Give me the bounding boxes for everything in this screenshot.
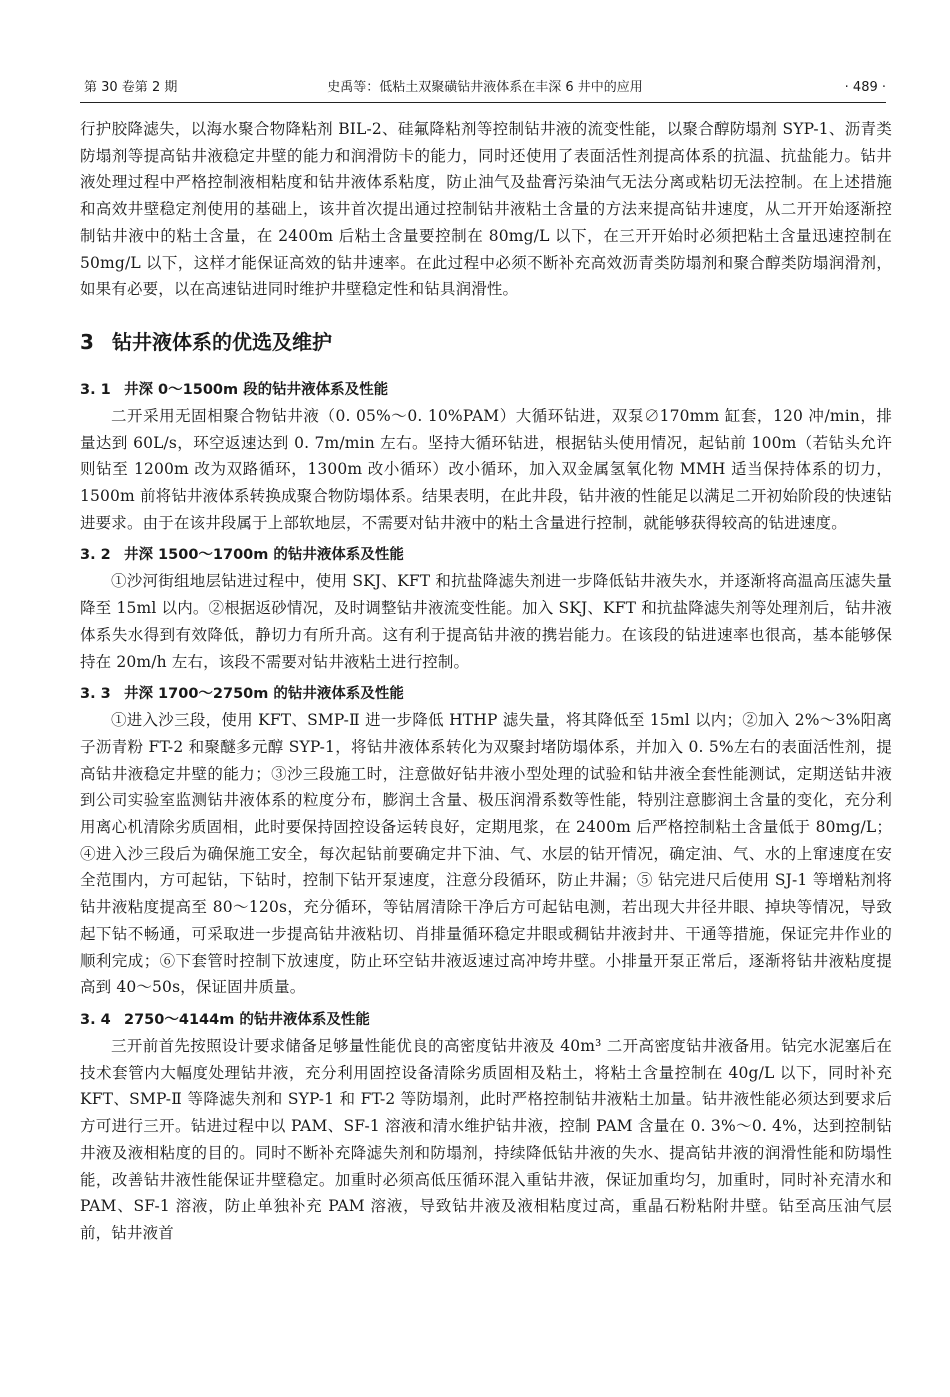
subsection-3-4-number: 3. 4 xyxy=(80,1011,111,1028)
subsection-3-2-title: 井深 1500～1700m 的钻井液体系及性能 xyxy=(124,547,404,564)
subsection-3-1-heading xyxy=(80,377,892,403)
section-3-heading xyxy=(80,327,892,357)
section-3-title: 钻井液体系的优选及维护 xyxy=(112,329,332,354)
subsection-3-2-number: 3. 2 xyxy=(80,547,111,564)
subsection-3-1-number: 3. 1 xyxy=(80,381,111,398)
subsection-3-3-heading xyxy=(80,681,892,707)
subsection-3-2-heading xyxy=(80,542,892,568)
subsection-3-1-title: 井深 0～1500m 段的钻井液体系及性能 xyxy=(124,381,389,398)
subsection-3-3-text: ①进入沙三段，使用 KFT、SMP-Ⅱ 进一步降低 HTHP 滤失量，将其降低至 15ml 以内；②加入 2%～3%阳离子沥青粉 FT-2 和聚醚多元醇 SYP-1，将钻井液体系转化为双聚封堵防塌体系，并加入 0. 5%左右的表面活性剂，提高钻井液稳定井壁的能力；③沙三段施工时，注意做好钻井液小型处理的试验和钻井液全套性能测试，定期送钻井液到公司实验室监测钻井液体系的粒度分布，膨润土含量、极压润滑系数等性能，特别注意膨润土含量的变化，充分利用离心机清除劣质固相，此时要保持固控设备运转良好，定期甩浆，在 2400m 后严格控制粘土含量低于 80mg/L；④进入沙三段后为确保施工安全，每次起钻前要确定井下油、气、水层的钻开情况，确定油、气、水的上窜速度在安全范围内，方可起钻，下钻时，控制下钻开泵速度，注意分段循环，防止井漏；⑤ 钻完进尺后使用 SJ-1 等增粘剂将钻井液粘度提高至 80～120s，充分循环，等钻屑清除干净后方可起钻电测，若出现大井径井眼、掉块等情况，导致起下钻不畅通，可采取进一步提高钻井液粘切、肖排量循环稳定井眼或稠钻井液封井、干通等措施，保证完井作业的顺利完成；⑥下套管时控制下放速度，防止环空钻井液返速过高冲垮井壁。小排量开泵正常后，逐渐将钻井液粘度提高到 40～50s，保证固井质量。 xyxy=(80,711,892,997)
article-running-title: 史禹等：低粘土双聚磺钻井液体系在丰深 6 井中的应用 xyxy=(327,80,643,95)
section-3-number: 3 xyxy=(80,329,94,354)
journal-volume: 第 30 卷第 2 期 xyxy=(84,80,178,95)
running-header xyxy=(84,76,886,100)
subsection-3-4-text: 三开前首先按照设计要求储备足够量性能优良的高密度钻井液及 40m³ 二开高密度钻井液备用。钻完水泥塞后在技术套管内大幅度处理钻井液，充分利用固控设备清除劣质固相及粘土，将粘土含量控制在 40g/L 以下，同时补充 KFT、SMP-Ⅱ 等降滤失剂和 SYP-1 和 FT-2 等防塌剂，此时严格控制钻井液粘土加量。钻井液性能必须达到要求后方可进行三开。钻进过程中以 PAM、SF-1 溶液和清水维护钻井液，控制 PAM 含量在 0. 3%～0. 4%，达到控制钻井液及液相粘度的目的。同时不断补充降滤失剂和防塌剂，持续降低钻井液的失水、提高钻井液的润滑性能和防塌性能，改善钻井液性能保证井壁稳定。加重时必须高低压循环混入重钻井液，保证加重均匀，加重时，同时补充清水和 PAM、SF-1 溶液，防止单独补充 PAM 溶液，导致钻井液及液相粘度过高，重晶石粉粘附井壁。钻至高压油气层前，钻井液首 xyxy=(80,1036,892,1242)
subsection-3-3-title: 井深 1700～2750m 的钻井液体系及性能 xyxy=(124,686,404,703)
subsection-3-1-text: 二开采用无固相聚合物钻井液（0. 05%～0. 10%PAM）大循环钻进，双泵∅170mm 缸套，120 冲/min，排量达到 60L/s，环空返速达到 0. 7m/min 左右。坚持大循环钻进，根据钻头使用情况，起钻前 100m（若钻头允许则钻至 1200m 改为双路循环，1300m 改小循环）改小循环，加入双金属氢氧化物 MMH 适当保持体系的切力，1500m 前将钻井液体系转换成聚合物防塌体系。结果表明，在此井段，钻井液的性能足以满足二开初始阶段的快速钻进要求。由于在该井段属于上部软地层，不需要对钻井液中的粘土含量进行控制，就能够获得较高的钻进速度。 xyxy=(80,406,892,532)
intro-paragraph: 行护胶降滤失，以海水聚合物降粘剂 BIL-2、硅氟降粘剂等控制钻井液的流变性能，以聚合醇防塌剂 SYP-1、沥青类防塌剂等提高钻井液稳定井壁的能力和润滑防卡的能力，同时还使用了表面活性剂提高体系的抗温、抗盐能力。钻井液处理过程中严格控制液相粘度和钻井液体系粘度，防止油气及盐膏污染油气无法分离或粘切无法控制。在上述措施和高效井壁稳定剂使用的基础上，该井首次提出通过控制钻井液粘土含量的方法来提高钻井速度，从二开开始逐渐控制钻井液中的粘土含量，在 2400m 后粘土含量要控制在 80mg/L 以下，在三开开始时必须把粘土含量迅速控制在 50mg/L 以下，这样才能保证高效的钻井速率。在此过程中必须不断补充高效沥青类防塌剂和聚合醇类防塌润滑剂，如果有必要，以在高速钻进同时维护井壁稳定性和钻具润滑性。 xyxy=(80,120,892,299)
subsection-3-3-number: 3. 3 xyxy=(80,686,111,703)
subsection-3-4-heading xyxy=(80,1007,892,1033)
subsection-3-2-text: ①沙河街组地层钻进过程中，使用 SKJ、KFT 和抗盐降滤失剂进一步降低钻井液失水，并逐渐将高温高压滤失量降至 15ml 以内。②根据返砂情况，及时调整钻井液流变性能。加入 SKJ、KFT 和抗盐降滤失剂等处理剂后，钻井液体系失水得到有效降低，静切力有所升高。这有利于提高钻井液的携岩能力。在该段的钻进速率也很高，基本能够保持在 20m/h 左右，该段不需要对钻井液粘土进行控制。 xyxy=(80,572,892,671)
header-rule xyxy=(80,102,886,103)
article-body xyxy=(80,116,892,1247)
page-number: · 489 · xyxy=(844,80,886,95)
subsection-3-4-title: 2750～4144m 的钻井液体系及性能 xyxy=(124,1011,370,1028)
